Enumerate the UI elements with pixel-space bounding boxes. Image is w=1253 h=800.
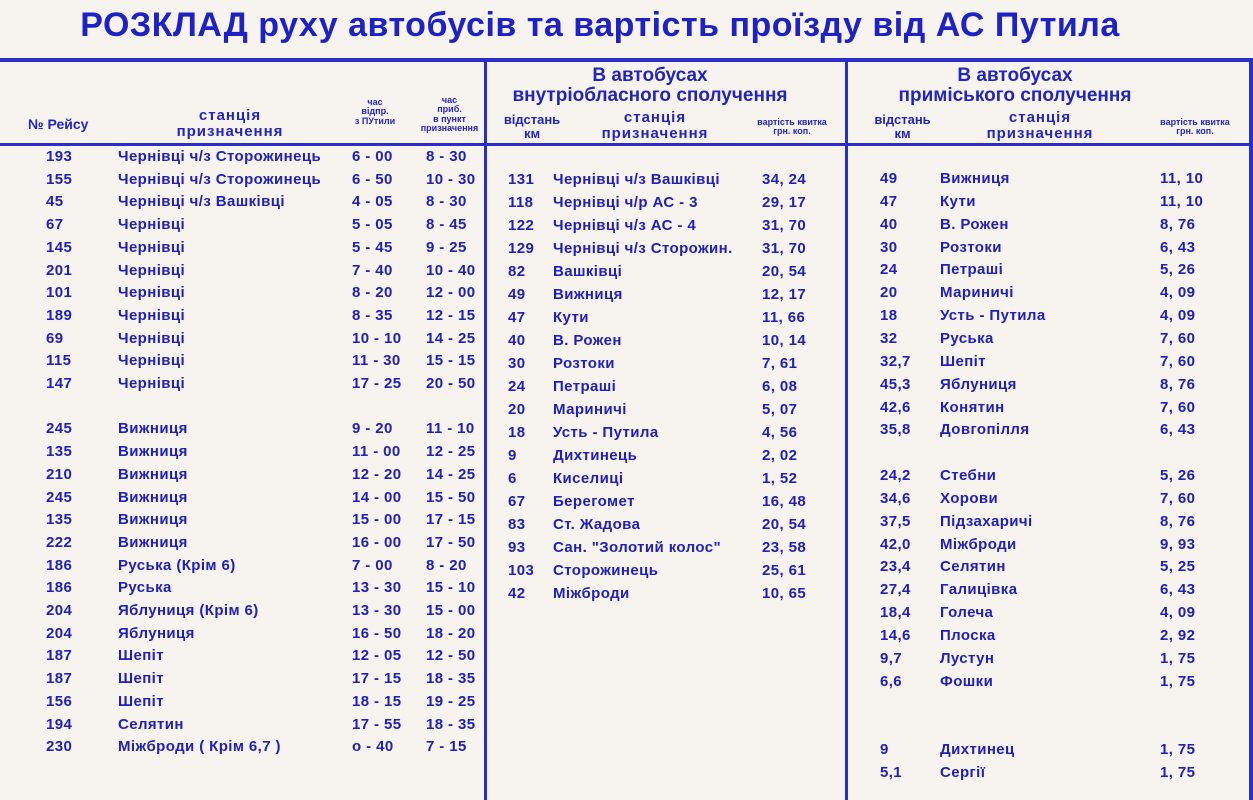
route-number-cell: 245 bbox=[46, 488, 73, 506]
destination-cell: Чернівці bbox=[118, 284, 186, 302]
distance-cell: 18 bbox=[508, 424, 526, 441]
destination-cell: Кути bbox=[940, 192, 976, 210]
departure-cell: 18 - 15 bbox=[352, 692, 402, 710]
price-cell: 7, 60 bbox=[1160, 489, 1196, 507]
arrival-cell: 14 - 25 bbox=[426, 465, 476, 483]
route-number-cell: 186 bbox=[46, 556, 73, 574]
distance-cell: 131 bbox=[508, 171, 535, 188]
price-cell: 7, 60 bbox=[1160, 398, 1196, 416]
price-cell: 23, 58 bbox=[762, 539, 807, 556]
departure-cell: 8 - 35 bbox=[352, 306, 393, 324]
right-header-price: вартість квитка грн. коп. bbox=[1160, 117, 1230, 137]
price-cell: 6, 08 bbox=[762, 378, 798, 395]
distance-cell: 27,4 bbox=[880, 581, 911, 599]
departure-cell: 16 - 00 bbox=[352, 533, 402, 551]
destination-cell: Мариничі bbox=[553, 401, 627, 418]
price-cell: 6, 43 bbox=[1160, 238, 1196, 256]
departure-cell: 5 - 45 bbox=[352, 238, 393, 256]
destination-cell: Міжброди ( Крім 6,7 ) bbox=[118, 738, 281, 756]
right-header-distance: відстань км bbox=[874, 112, 931, 141]
price-cell: 4, 09 bbox=[1160, 307, 1196, 325]
header-rule bbox=[0, 143, 1253, 146]
destination-cell: Вижниця bbox=[118, 420, 188, 438]
distance-cell: 49 bbox=[508, 286, 526, 303]
price-cell: 25, 61 bbox=[762, 562, 807, 579]
destination-cell: Усть - Путила bbox=[553, 424, 659, 441]
price-cell: 20, 54 bbox=[762, 516, 807, 533]
distance-cell: 34,6 bbox=[880, 489, 911, 507]
destination-cell: Чернівці bbox=[118, 352, 186, 370]
distance-cell: 9 bbox=[508, 447, 517, 464]
price-cell: 10, 65 bbox=[762, 585, 807, 602]
destination-cell: Лустун bbox=[940, 649, 995, 667]
route-number-cell: 155 bbox=[46, 170, 73, 188]
route-number-cell: 67 bbox=[46, 216, 64, 234]
destination-cell: Фошки bbox=[940, 672, 994, 690]
arrival-cell: 10 - 40 bbox=[426, 261, 476, 279]
arrival-cell: 15 - 00 bbox=[426, 602, 476, 619]
distance-cell: 37,5 bbox=[880, 512, 911, 530]
price-cell: 4, 09 bbox=[1160, 604, 1196, 622]
price-cell: 4, 56 bbox=[762, 424, 798, 441]
price-cell: 1, 75 bbox=[1160, 741, 1196, 759]
header-destination: станція призначення bbox=[176, 107, 284, 140]
arrival-cell: 11 - 10 bbox=[426, 420, 475, 438]
destination-cell: Вижниця bbox=[118, 511, 188, 529]
destination-cell: Чернівці ч/з Вашківці bbox=[553, 171, 720, 188]
arrival-cell: 14 - 25 bbox=[426, 329, 476, 347]
departure-cell: 13 - 30 bbox=[352, 602, 402, 619]
distance-cell: 6 bbox=[508, 470, 517, 487]
destination-cell: Галицівка bbox=[940, 581, 1018, 599]
right-header-destination: станція призначення bbox=[986, 109, 1094, 142]
middle-header-price: вартість квитка грн. коп. bbox=[757, 117, 827, 137]
destination-cell: Міжброди bbox=[553, 585, 630, 602]
route-number-cell: 201 bbox=[46, 261, 73, 279]
distance-cell: 30 bbox=[880, 238, 898, 256]
route-number-cell: 210 bbox=[46, 465, 73, 483]
route-number-cell: 189 bbox=[46, 306, 73, 324]
price-cell: 9, 93 bbox=[1160, 535, 1196, 553]
distance-cell: 93 bbox=[508, 539, 526, 556]
departure-cell: 17 - 15 bbox=[352, 670, 402, 688]
distance-cell: 42,0 bbox=[880, 535, 911, 553]
price-cell: 10, 14 bbox=[762, 332, 807, 349]
destination-cell: Киселиці bbox=[553, 470, 624, 487]
route-number-cell: 186 bbox=[46, 579, 73, 597]
distance-cell: 35,8 bbox=[880, 421, 911, 439]
departure-cell: 11 - 00 bbox=[352, 443, 401, 461]
header-arrival: час приб. в пункт призначення bbox=[420, 95, 479, 134]
destination-cell: Берегомет bbox=[553, 493, 635, 510]
arrival-cell: 19 - 25 bbox=[426, 692, 476, 710]
destination-cell: Селятин bbox=[940, 558, 1006, 576]
price-cell: 8, 76 bbox=[1160, 512, 1196, 530]
price-cell: 31, 70 bbox=[762, 240, 807, 257]
price-cell: 2, 02 bbox=[762, 447, 798, 464]
route-number-cell: 230 bbox=[46, 738, 73, 756]
departure-cell: о - 40 bbox=[352, 738, 394, 756]
destination-cell: Розтоки bbox=[553, 355, 615, 372]
distance-cell: 18 bbox=[880, 307, 898, 325]
distance-cell: 18,4 bbox=[880, 604, 911, 622]
price-cell: 12, 17 bbox=[762, 286, 807, 303]
arrival-cell: 8 - 20 bbox=[426, 556, 467, 574]
departure-cell: 15 - 00 bbox=[352, 511, 402, 529]
destination-cell: Шепіт bbox=[118, 670, 164, 688]
price-cell: 1, 75 bbox=[1160, 649, 1196, 667]
distance-cell: 118 bbox=[508, 194, 534, 211]
departure-cell: 7 - 00 bbox=[352, 556, 393, 574]
destination-cell: Чернівці ч/з Вашківці bbox=[118, 193, 285, 211]
distance-cell: 82 bbox=[508, 263, 526, 280]
header-departure: час відпр. з ПУтили bbox=[354, 97, 396, 126]
destination-cell: Яблуниця bbox=[118, 624, 195, 642]
route-number-cell: 69 bbox=[46, 329, 64, 347]
arrival-cell: 18 - 35 bbox=[426, 670, 476, 688]
arrival-cell: 17 - 50 bbox=[426, 533, 476, 551]
departure-cell: 10 - 10 bbox=[352, 329, 402, 347]
price-cell: 29, 17 bbox=[762, 194, 807, 211]
route-number-cell: 222 bbox=[46, 533, 73, 551]
route-number-cell: 156 bbox=[46, 692, 73, 710]
destination-cell: Конятин bbox=[940, 398, 1005, 416]
distance-cell: 40 bbox=[508, 332, 526, 349]
destination-cell: Ст. Жадова bbox=[553, 516, 641, 533]
route-number-cell: 135 bbox=[46, 443, 73, 461]
route-number-cell: 115 bbox=[46, 352, 72, 370]
destination-cell: Чернівці bbox=[118, 375, 186, 392]
route-number-cell: 194 bbox=[46, 715, 73, 733]
destination-cell: Довгопілля bbox=[940, 421, 1030, 439]
destination-cell: Вижниця bbox=[940, 170, 1010, 187]
price-cell: 6, 43 bbox=[1160, 581, 1196, 599]
destination-cell: Сергії bbox=[940, 764, 986, 782]
price-cell: 7, 60 bbox=[1160, 352, 1196, 370]
price-cell: 5, 07 bbox=[762, 401, 798, 418]
divider-right bbox=[845, 58, 848, 800]
destination-cell: Вижниця bbox=[118, 443, 188, 461]
distance-cell: 9,7 bbox=[880, 649, 903, 667]
distance-cell: 32,7 bbox=[880, 352, 911, 370]
route-number-cell: 147 bbox=[46, 375, 73, 392]
price-cell: 7, 60 bbox=[1160, 329, 1196, 347]
route-number-cell: 145 bbox=[46, 238, 73, 256]
destination-cell: Міжброди bbox=[940, 535, 1017, 553]
price-cell: 11, 66 bbox=[762, 309, 806, 326]
distance-cell: 83 bbox=[508, 516, 526, 533]
destination-cell: Руська bbox=[118, 579, 172, 597]
arrival-cell: 7 - 15 bbox=[426, 738, 467, 756]
arrival-cell: 20 - 50 bbox=[426, 375, 476, 392]
destination-cell: Вашківці bbox=[553, 263, 623, 280]
destination-cell: Чернівці bbox=[118, 261, 186, 279]
destination-cell: Чернівці bbox=[118, 329, 186, 347]
departure-cell: 16 - 50 bbox=[352, 624, 402, 642]
distance-cell: 47 bbox=[508, 309, 526, 326]
destination-cell: Петраші bbox=[940, 261, 1004, 279]
distance-cell: 49 bbox=[880, 170, 898, 187]
price-cell: 5, 26 bbox=[1160, 261, 1196, 279]
price-cell: 8, 76 bbox=[1160, 375, 1196, 393]
middle-heading: В автобусах внутріобласного сполучення bbox=[512, 65, 788, 106]
arrival-cell: 8 - 30 bbox=[426, 148, 467, 165]
distance-cell: 42,6 bbox=[880, 398, 911, 416]
destination-cell: Плоска bbox=[940, 627, 996, 644]
destination-cell: Чернівці bbox=[118, 306, 186, 324]
route-number-cell: 101 bbox=[46, 284, 73, 302]
arrival-cell: 18 - 35 bbox=[426, 715, 476, 733]
distance-cell: 5,1 bbox=[880, 764, 903, 782]
destination-cell: Розтоки bbox=[940, 238, 1002, 256]
route-number-cell: 187 bbox=[46, 647, 73, 665]
departure-cell: 17 - 25 bbox=[352, 375, 402, 392]
header-route-number: № Рейсу bbox=[28, 116, 89, 132]
departure-cell: 13 - 30 bbox=[352, 579, 402, 597]
departure-cell: 12 - 20 bbox=[352, 465, 402, 483]
destination-cell: Усть - Путила bbox=[940, 307, 1046, 325]
arrival-cell: 17 - 15 bbox=[426, 511, 476, 529]
price-cell: 34, 24 bbox=[762, 171, 807, 188]
destination-cell: Шепіт bbox=[118, 647, 164, 665]
distance-cell: 20 bbox=[880, 284, 898, 302]
price-cell: 31, 70 bbox=[762, 217, 807, 234]
distance-cell: 9 bbox=[880, 741, 889, 759]
departure-cell: 8 - 20 bbox=[352, 284, 393, 302]
price-cell: 8, 76 bbox=[1160, 215, 1196, 233]
price-cell: 7, 61 bbox=[762, 355, 798, 372]
departure-cell: 17 - 55 bbox=[352, 715, 402, 733]
arrival-cell: 10 - 30 bbox=[426, 170, 476, 188]
middle-header-destination: станція призначення bbox=[601, 109, 709, 142]
distance-cell: 40 bbox=[880, 215, 898, 233]
price-cell: 1, 52 bbox=[762, 470, 798, 487]
destination-cell: Яблуниця (Крім 6) bbox=[118, 602, 259, 619]
destination-cell: Петраші bbox=[553, 378, 617, 395]
destination-cell: Мариничі bbox=[940, 284, 1014, 302]
route-number-cell: 45 bbox=[46, 193, 64, 211]
destination-cell: Кути bbox=[553, 309, 589, 326]
page-title: РОЗКЛАД руху автобусів та вартість проїзду від АС Путила bbox=[80, 6, 1120, 44]
destination-cell: Вижниця bbox=[118, 488, 188, 506]
destination-cell: Чернівці bbox=[118, 216, 186, 234]
distance-cell: 32 bbox=[880, 329, 898, 347]
departure-cell: 12 - 05 bbox=[352, 647, 402, 665]
middle-header-distance: відстань км bbox=[503, 112, 561, 141]
destination-cell: Яблуниця bbox=[940, 375, 1017, 393]
departure-cell: 5 - 05 bbox=[352, 216, 393, 234]
price-cell: 11, 10 bbox=[1160, 170, 1204, 187]
price-cell: 11, 10 bbox=[1160, 192, 1204, 210]
departure-cell: 4 - 05 bbox=[352, 193, 393, 211]
price-cell: 2, 92 bbox=[1160, 627, 1196, 644]
destination-cell: В. Рожен bbox=[940, 215, 1009, 233]
distance-cell: 30 bbox=[508, 355, 526, 372]
distance-cell: 103 bbox=[508, 562, 535, 579]
arrival-cell: 12 - 50 bbox=[426, 647, 476, 665]
distance-cell: 14,6 bbox=[880, 627, 911, 644]
route-number-cell: 187 bbox=[46, 670, 73, 688]
destination-cell: Чернівці ч/з АС - 4 bbox=[553, 217, 697, 234]
route-number-cell: 204 bbox=[46, 602, 73, 619]
arrival-cell: 15 - 15 bbox=[426, 352, 476, 370]
distance-cell: 24,2 bbox=[880, 467, 911, 485]
destination-cell: Хорови bbox=[940, 489, 999, 507]
route-number-cell: 135 bbox=[46, 511, 73, 529]
divider-left bbox=[484, 58, 487, 800]
route-number-cell: 193 bbox=[46, 148, 73, 165]
destination-cell: Вижниця bbox=[553, 286, 623, 303]
destination-cell: Чернівці ч/з Сторожин. bbox=[553, 240, 733, 257]
departure-cell: 6 - 00 bbox=[352, 148, 393, 165]
destination-cell: Шепіт bbox=[940, 352, 986, 370]
destination-cell: Чернівці bbox=[118, 238, 186, 256]
price-cell: 1, 75 bbox=[1160, 672, 1196, 690]
distance-cell: 20 bbox=[508, 401, 526, 418]
arrival-cell: 15 - 10 bbox=[426, 579, 476, 597]
destination-cell: В. Рожен bbox=[553, 332, 622, 349]
destination-cell: Чернівці ч/з Сторожинець bbox=[118, 170, 322, 188]
distance-cell: 24 bbox=[880, 261, 898, 279]
distance-cell: 23,4 bbox=[880, 558, 911, 576]
distance-cell: 24 bbox=[508, 378, 526, 395]
top-rule bbox=[0, 58, 1253, 62]
arrival-cell: 12 - 15 bbox=[426, 306, 476, 324]
departure-cell: 11 - 30 bbox=[352, 352, 401, 370]
destination-cell: Селятин bbox=[118, 715, 184, 733]
destination-cell: Вижниця bbox=[118, 465, 188, 483]
destination-cell: Дихтинець bbox=[553, 447, 638, 464]
destination-cell: Шепіт bbox=[118, 692, 164, 710]
departure-cell: 6 - 50 bbox=[352, 170, 393, 188]
destination-cell: Вижниця bbox=[118, 533, 188, 551]
price-cell: 20, 54 bbox=[762, 263, 807, 280]
departure-cell: 9 - 20 bbox=[352, 420, 393, 438]
price-cell: 1, 75 bbox=[1160, 764, 1196, 782]
distance-cell: 47 bbox=[880, 192, 898, 210]
arrival-cell: 15 - 50 bbox=[426, 488, 476, 506]
price-cell: 16, 48 bbox=[762, 493, 807, 510]
destination-cell: Руська (Крім 6) bbox=[118, 556, 236, 574]
price-cell: 5, 26 bbox=[1160, 467, 1196, 485]
destination-cell: Дихтинец bbox=[940, 741, 1015, 759]
arrival-cell: 18 - 20 bbox=[426, 624, 476, 642]
price-cell: 4, 09 bbox=[1160, 284, 1196, 302]
route-number-cell: 245 bbox=[46, 420, 73, 438]
destination-cell: Руська bbox=[940, 329, 994, 347]
departure-cell: 7 - 40 bbox=[352, 261, 393, 279]
edge-right bbox=[1249, 58, 1253, 800]
distance-cell: 67 bbox=[508, 493, 526, 510]
route-number-cell: 204 bbox=[46, 624, 73, 642]
price-cell: 5, 25 bbox=[1160, 558, 1196, 576]
arrival-cell: 9 - 25 bbox=[426, 238, 467, 256]
destination-cell: Сан. "Золотий колос" bbox=[553, 539, 721, 556]
destination-cell: Підзахаричі bbox=[940, 512, 1033, 530]
destination-cell: Сторожинець bbox=[553, 562, 659, 579]
arrival-cell: 12 - 00 bbox=[426, 284, 476, 302]
departure-cell: 14 - 00 bbox=[352, 488, 402, 506]
distance-cell: 129 bbox=[508, 240, 535, 257]
distance-cell: 6,6 bbox=[880, 672, 903, 690]
right-heading: В автобусах приміського сполучення bbox=[898, 65, 1132, 106]
distance-cell: 122 bbox=[508, 217, 535, 234]
arrival-cell: 8 - 30 bbox=[426, 193, 467, 211]
destination-cell: Стебни bbox=[940, 467, 997, 485]
destination-cell: Голеча bbox=[940, 604, 994, 622]
distance-cell: 42 bbox=[508, 585, 526, 602]
arrival-cell: 12 - 25 bbox=[426, 443, 476, 461]
distance-cell: 45,3 bbox=[880, 375, 911, 393]
destination-cell: Чернівці ч/з Сторожинець bbox=[118, 148, 322, 165]
price-cell: 6, 43 bbox=[1160, 421, 1196, 439]
destination-cell: Чернівці ч/р АС - 3 bbox=[553, 194, 698, 211]
arrival-cell: 8 - 45 bbox=[426, 216, 467, 234]
